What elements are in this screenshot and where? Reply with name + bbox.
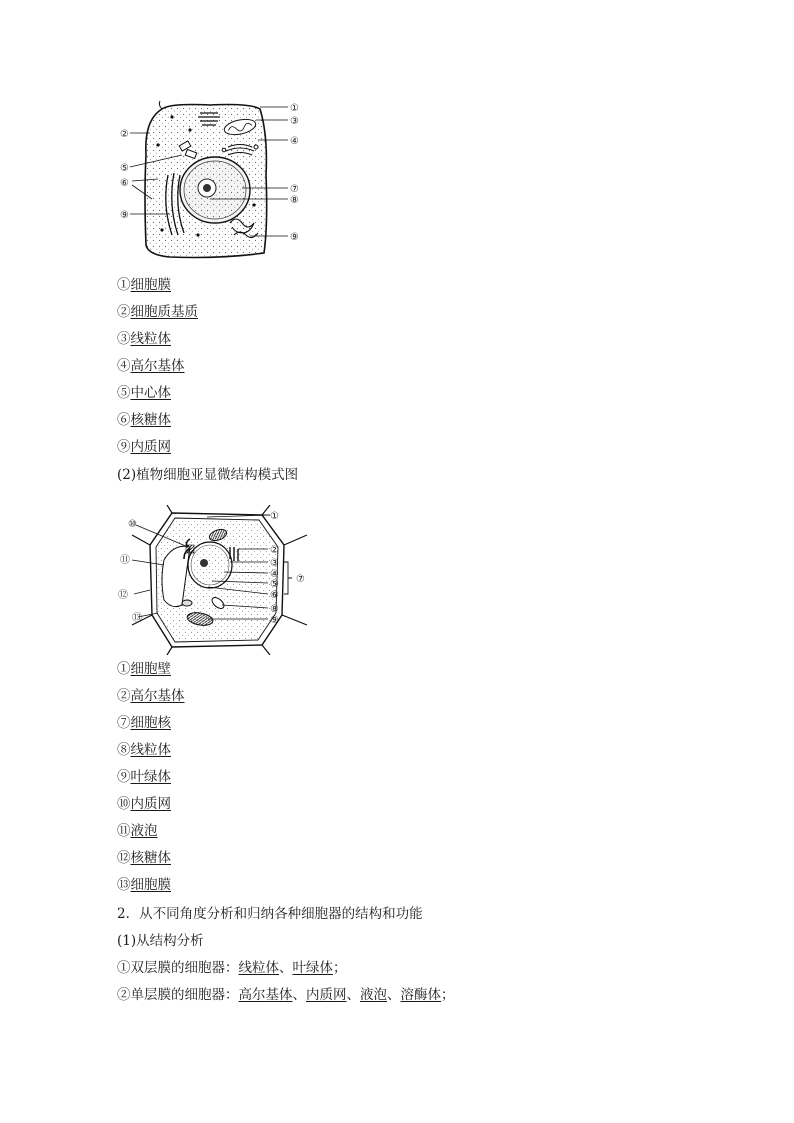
item-answer: 高尔基体 <box>130 688 185 704</box>
animal-item <box>117 438 171 456</box>
plant-cell-diagram <box>112 505 322 655</box>
organelle-answer: 高尔基体 <box>238 987 293 1003</box>
item-answer: 核糖体 <box>130 850 171 866</box>
item-answer: 细胞膜 <box>130 877 171 893</box>
animal-item <box>117 276 171 294</box>
organelle-answer: 内质网 <box>306 987 347 1003</box>
plant-item <box>117 849 171 867</box>
organelle-answer: 液泡 <box>360 987 387 1003</box>
plant-label-r8: ⑨ <box>270 615 279 626</box>
plant-item <box>117 795 171 813</box>
item-answer: 细胞壁 <box>130 661 171 677</box>
line-prefix: ①双层膜的细胞器： <box>117 960 239 976</box>
plant-label-r7: ⑧ <box>270 604 279 615</box>
item-number: ⑥ <box>117 412 131 428</box>
plant-item <box>117 741 171 759</box>
plant-label-r2: ② <box>270 545 279 556</box>
item-answer: 线粒体 <box>130 742 171 758</box>
plant-item <box>117 660 171 678</box>
animal-item <box>117 357 185 375</box>
plant-label-r1: ① <box>270 511 279 522</box>
plant-label-l1: ⑩ <box>128 519 137 530</box>
animal-cell-diagram <box>110 95 310 265</box>
item-answer: 细胞核 <box>130 715 171 731</box>
organelle-answer: 叶绿体 <box>292 960 333 976</box>
animal-item <box>117 384 171 402</box>
animal-label-l3: ⑥ <box>120 178 129 189</box>
plant-item <box>117 687 185 705</box>
animal-label-l4: ⑨ <box>120 210 129 221</box>
item-number: ⑪ <box>117 823 131 839</box>
animal-item <box>117 330 171 348</box>
item-number: ③ <box>117 331 131 347</box>
plant-item <box>117 714 171 732</box>
animal-label-l2: ⑤ <box>120 163 129 174</box>
item-number: ⑦ <box>117 715 131 731</box>
item-answer: 叶绿体 <box>130 769 171 785</box>
item-number: ⑧ <box>117 742 131 758</box>
item-answer: 细胞质基质 <box>130 304 198 320</box>
section2-heading: 2．从不同角度分析和归纳各种细胞器的结构和功能 <box>117 906 423 922</box>
line-prefix: ②单层膜的细胞器： <box>117 987 239 1003</box>
line-end: ； <box>333 960 347 976</box>
line-end: ； <box>441 987 455 1003</box>
item-answer: 线粒体 <box>130 331 171 347</box>
animal-item <box>117 411 171 429</box>
section2-subheading: (1)从结构分析 <box>117 933 204 949</box>
plant-label-r6: ⑥ <box>270 590 279 601</box>
item-answer: 高尔基体 <box>130 358 185 374</box>
organelle-answer: 溶酶体 <box>400 987 441 1003</box>
plant-label-l2: ⑪ <box>120 555 130 566</box>
separator: 、 <box>279 960 293 976</box>
item-number: ⑤ <box>117 385 131 401</box>
animal-label-l1: ② <box>120 129 129 140</box>
item-number: ⑫ <box>117 850 131 866</box>
item-answer: 核糖体 <box>130 412 171 428</box>
animal-label-r4: ⑦ <box>290 184 299 195</box>
item-number: ② <box>117 304 131 320</box>
animal-item <box>117 303 198 321</box>
plant-label-r5: ⑤ <box>270 579 279 590</box>
animal-label-r1: ① <box>290 103 299 114</box>
item-answer: 中心体 <box>130 385 171 401</box>
item-answer: 内质网 <box>130 796 171 812</box>
item-number: ⑩ <box>117 796 131 812</box>
separator: 、 <box>292 987 306 1003</box>
animal-label-r5: ⑧ <box>290 195 299 206</box>
double-membrane-line <box>117 959 347 977</box>
item-number: ② <box>117 688 131 704</box>
item-number: ⑬ <box>117 877 131 893</box>
plant-item <box>117 822 158 840</box>
plant-heading: (2)植物细胞亚显微结构模式图 <box>117 467 299 483</box>
item-number: ① <box>117 661 131 677</box>
animal-label-r3: ④ <box>290 136 299 147</box>
plant-label-r9: ⑦ <box>296 574 305 585</box>
animal-label-r2: ③ <box>290 116 299 127</box>
item-number: ④ <box>117 358 131 374</box>
plant-label-l4: ⑬ <box>132 613 142 624</box>
item-answer: 细胞膜 <box>130 277 171 293</box>
separator: 、 <box>387 987 401 1003</box>
plant-label-l3: ⑫ <box>118 590 128 601</box>
single-membrane-line <box>117 986 455 1004</box>
plant-item <box>117 768 171 786</box>
item-number: ⑨ <box>117 439 131 455</box>
item-number: ⑨ <box>117 769 131 785</box>
animal-label-r6: ⑨ <box>290 232 299 243</box>
item-number: ① <box>117 277 131 293</box>
plant-label-r4: ④ <box>270 569 279 580</box>
organelle-answer: 线粒体 <box>238 960 279 976</box>
item-answer: 液泡 <box>130 823 158 839</box>
plant-item <box>117 876 171 894</box>
item-answer: 内质网 <box>130 439 171 455</box>
separator: 、 <box>346 987 360 1003</box>
plant-label-r3: ③ <box>270 558 279 569</box>
